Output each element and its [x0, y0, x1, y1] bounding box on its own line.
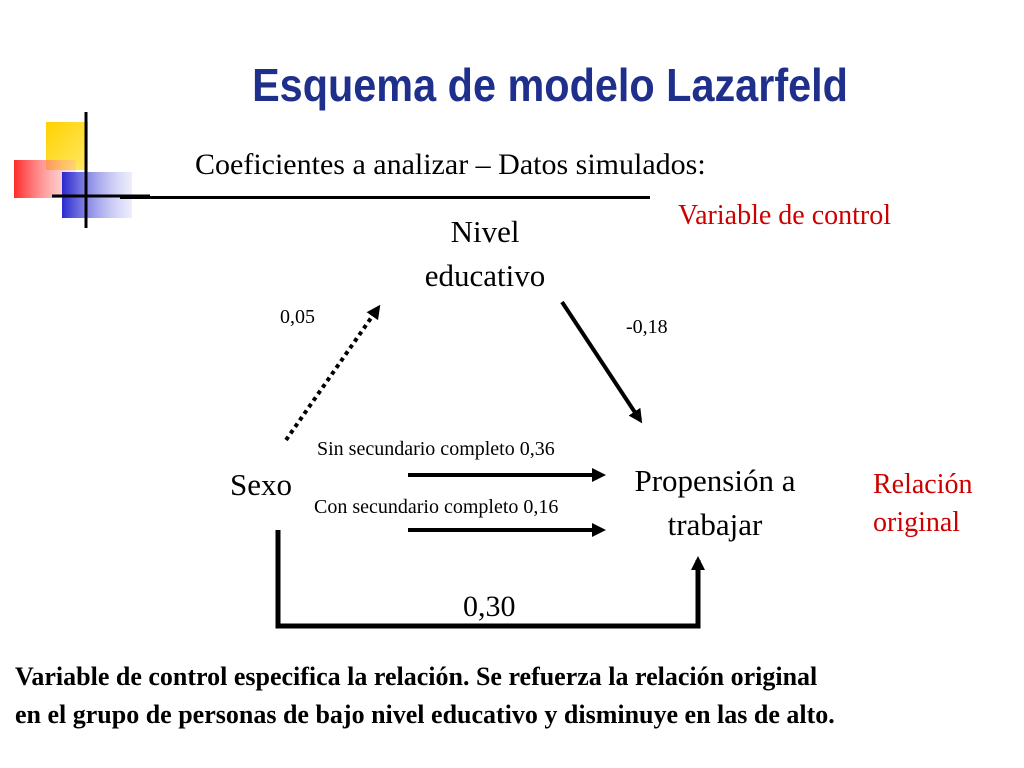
node-propension [610, 459, 820, 547]
coef-con-secundario: Con secundario completo 0,16 [314, 496, 559, 518]
footer-line2: en el grupo de personas de bajo nivel educativo y disminuye en las de alto. [15, 700, 835, 729]
original-relation-line2: original [873, 507, 961, 538]
subtitle: Coeficientes a analizar – Datos simulados: [195, 148, 706, 181]
node-nivel-line1: Nivel [450, 214, 520, 249]
coef-nivel-propension: -0,18 [626, 316, 668, 338]
control-variable-label: Variable de control [678, 200, 892, 231]
node-nivel-educativo [395, 210, 575, 298]
footer-note [15, 658, 1015, 734]
coef-sexo-nivel: 0,05 [280, 306, 315, 328]
coef-sin-secundario: Sin secundario completo 0,36 [317, 438, 555, 460]
page-title: Esquema de modelo Lazarfeld [252, 59, 848, 111]
coef-original: 0,30 [463, 590, 516, 623]
node-nivel-line2: educativo [424, 258, 546, 293]
footer-line1: Variable de control especifica la relación. Se refuerza la relación original [15, 662, 818, 691]
node-propension-line1: Propensión a [634, 463, 796, 498]
node-propension-line2: trabajar [667, 507, 763, 542]
node-sexo: Sexo [230, 467, 292, 502]
original-relation-line1: Relación [873, 469, 973, 500]
